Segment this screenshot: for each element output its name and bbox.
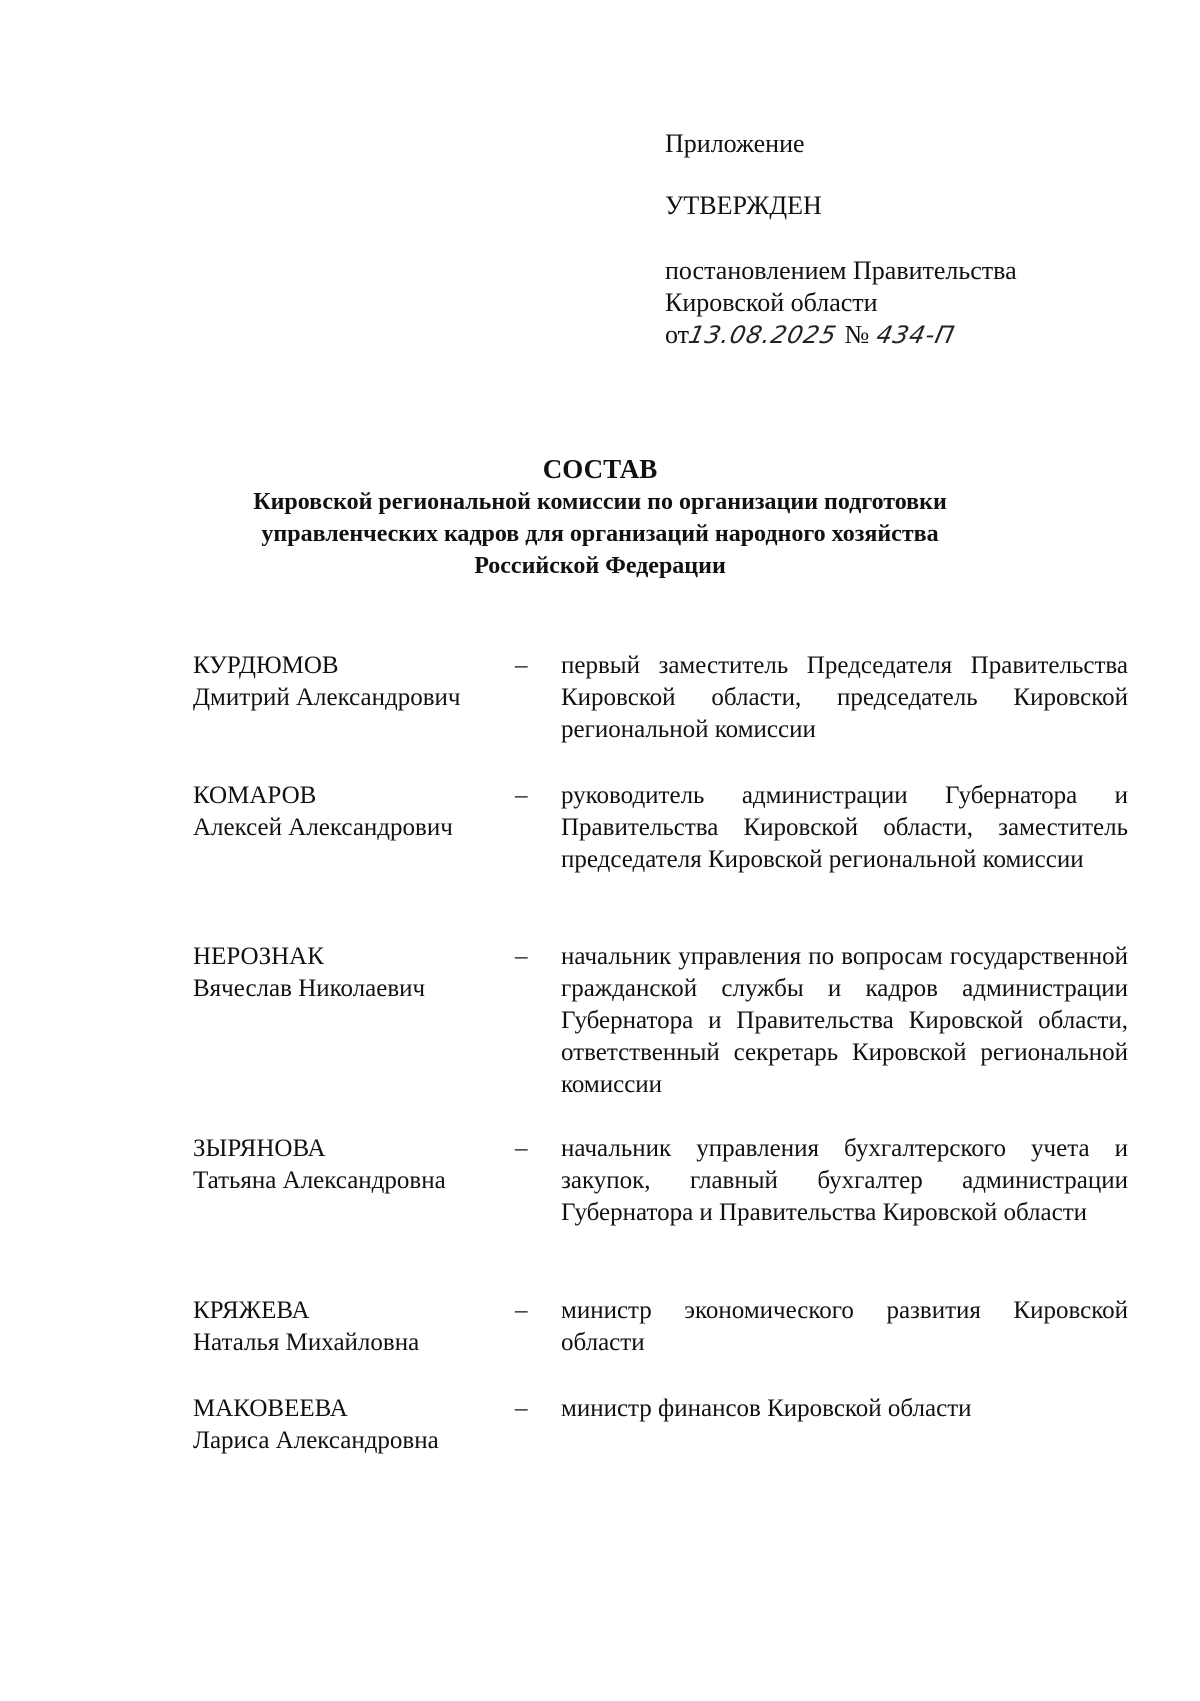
member-surname: КОМАРОВ	[193, 782, 317, 809]
decree-line-2: Кировской области	[665, 288, 878, 317]
approval-stamp-block	[665, 128, 1125, 351]
member-dash: –	[515, 1297, 528, 1324]
member-given-names: Алексей Александрович	[193, 814, 453, 841]
member-name	[193, 780, 513, 844]
member-given-names: Вячеслав Николаевич	[193, 975, 426, 1002]
subtitle-line-3: Российской Федерации	[474, 553, 726, 579]
approved-label: УТВЕРЖДЕН	[665, 191, 822, 220]
subtitle-line-1: Кировской региональной комиссии по организации подготовки	[253, 489, 947, 515]
handwritten-number: 434-П	[874, 321, 958, 349]
member-dash: –	[515, 943, 528, 970]
member-dash: –	[515, 1395, 528, 1422]
member-dash: –	[515, 782, 528, 809]
member-position: начальник управления по вопросам государственной гражданской службы и кадров администрации Губернатора и Правительства Кировской области, ответственный секретарь Кировской региональной комиссии	[561, 943, 1128, 1098]
member-position: министр финансов Кировской области	[561, 1395, 972, 1422]
member-surname: КУРДЮМОВ	[193, 652, 339, 679]
member-position: первый заместитель Председателя Правительства Кировской области, председатель Кировской региональной комиссии	[561, 652, 1128, 743]
member-position: начальник управления бухгалтерского учета и закупок, главный бухгалтер администрации Губернатора и Правительства Кировской области	[561, 1135, 1128, 1226]
member-name	[193, 650, 513, 714]
member-surname: ЗЫРЯНОВА	[193, 1135, 326, 1162]
member-name	[193, 1393, 513, 1457]
member-surname: НЕРОЗНАК	[193, 943, 324, 970]
number-sign: №	[844, 320, 870, 349]
member-name	[193, 941, 513, 1005]
member-name	[193, 1133, 513, 1197]
subtitle-line-2: управленческих кадров для организаций народного хозяйства	[261, 521, 939, 547]
member-given-names: Лариса Александровна	[193, 1427, 439, 1454]
member-dash: –	[515, 1135, 528, 1162]
member-position: министр экономического развития Кировской области	[561, 1297, 1128, 1356]
member-name	[193, 1295, 513, 1359]
member-position: руководитель администрации Губернатора и Правительства Кировской области, заместитель председателя Кировской региональной комиссии	[561, 782, 1128, 873]
member-dash: –	[515, 652, 528, 679]
handwritten-date: 13.08.2025	[686, 321, 840, 349]
annex-label: Приложение	[665, 129, 805, 158]
member-surname: МАКОВЕЕВА	[193, 1395, 348, 1422]
member-given-names: Татьяна Александровна	[193, 1167, 446, 1194]
member-surname: КРЯЖЕВА	[193, 1297, 310, 1324]
member-given-names: Дмитрий Александрович	[193, 684, 461, 711]
document-title: СОСТАВ	[542, 454, 658, 484]
document-title-block	[150, 452, 1050, 582]
decree-line-1: постановлением Правительства	[665, 256, 1017, 285]
decree-date-number	[665, 319, 1125, 351]
member-given-names: Наталья Михайловна	[193, 1329, 420, 1356]
date-prefix: от	[665, 320, 690, 349]
